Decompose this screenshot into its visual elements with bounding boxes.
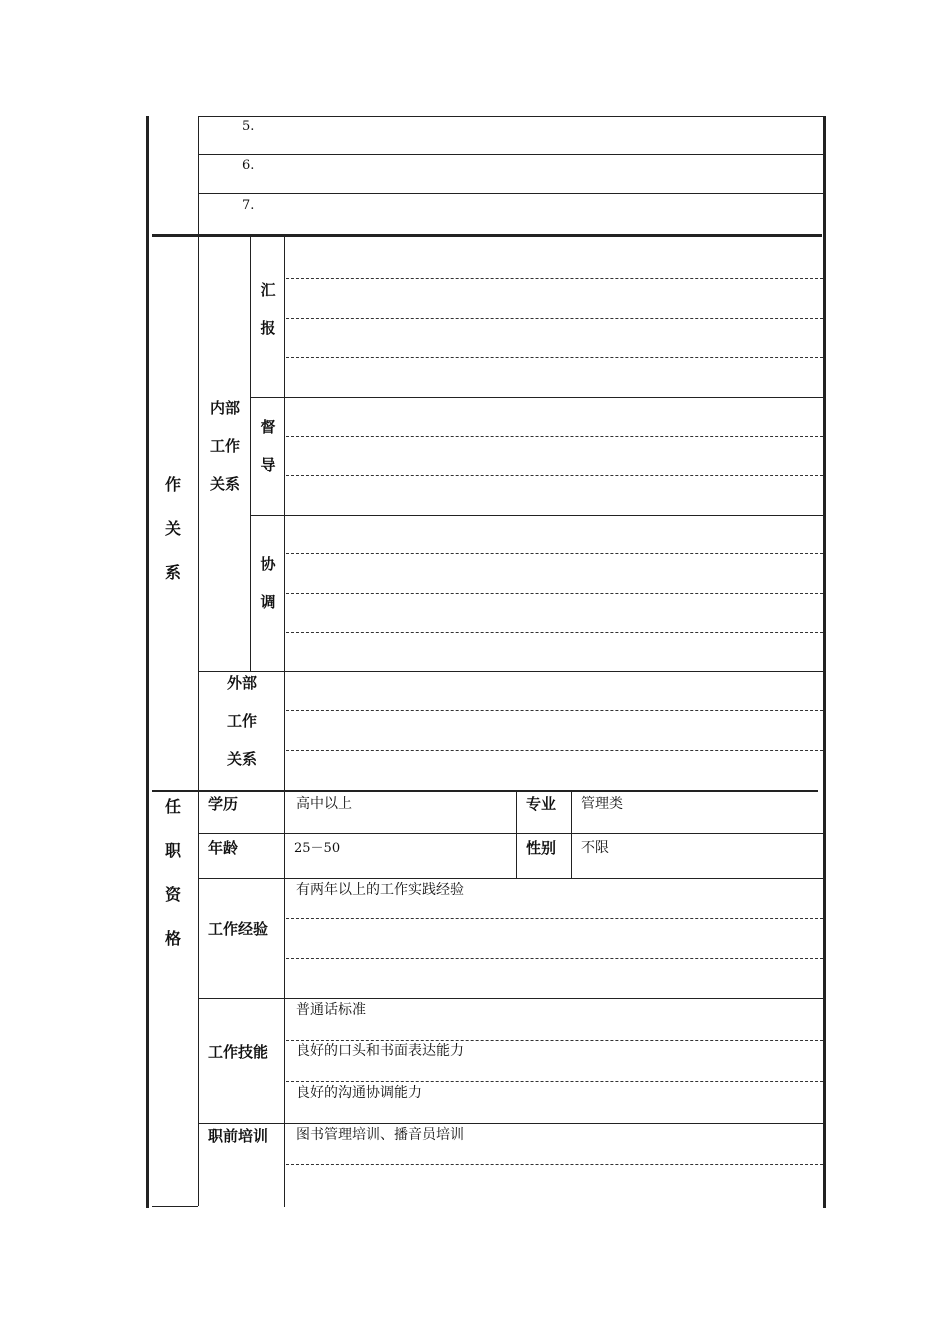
age-label: 年龄 (208, 839, 239, 857)
relations-section-title: 作 关 系 (164, 475, 181, 582)
training-value: 图书管理培训、播音员培训 (296, 1127, 464, 1143)
dashed-line (286, 1040, 823, 1041)
column-divider-1 (198, 116, 199, 1206)
training-label: 职前培训 (208, 1127, 269, 1145)
row-line (198, 878, 824, 879)
column-divider-5 (516, 791, 517, 878)
row-line (250, 515, 824, 516)
dashed-line (286, 318, 823, 319)
dashed-line (286, 710, 823, 711)
row-line (198, 671, 824, 672)
education-value: 高中以上 (296, 796, 352, 812)
gender-label: 性别 (526, 839, 557, 857)
major-value: 管理类 (581, 796, 623, 812)
list-item-7: 7. (242, 198, 255, 213)
dashed-line (286, 278, 823, 279)
experience-value: 有两年以上的工作实践经验 (296, 882, 464, 898)
bottom-line (152, 1206, 198, 1207)
row-line (198, 116, 824, 117)
qualifications-section-title: 任 职 资 格 (164, 797, 181, 948)
dashed-line (286, 436, 823, 437)
dashed-line (286, 632, 823, 633)
education-label: 学历 (208, 795, 239, 813)
external-relations-label: 外部 工作 关系 (226, 674, 257, 768)
column-divider-4 (284, 791, 285, 1207)
report-label: 汇 报 (260, 281, 276, 337)
age-value: 25－50 (294, 841, 341, 856)
coordinate-label: 协 调 (260, 555, 276, 611)
section-separator (152, 234, 822, 237)
major-label: 专业 (526, 795, 557, 813)
row-line (250, 397, 824, 398)
list-item-5: 5. (242, 119, 255, 134)
row-line (198, 998, 824, 999)
skills-label: 工作技能 (208, 1043, 269, 1061)
section-separator-2 (152, 790, 818, 792)
dashed-line (286, 750, 823, 751)
dashed-line (286, 593, 823, 594)
left-border (146, 116, 149, 1208)
dashed-line (286, 1081, 823, 1082)
dashed-line (286, 918, 823, 919)
row-line (198, 193, 824, 194)
column-divider-6 (571, 791, 572, 878)
experience-label: 工作经验 (208, 920, 269, 938)
skill-item: 良好的沟通协调能力 (296, 1085, 422, 1101)
dashed-line (286, 1164, 823, 1165)
gender-value: 不限 (581, 840, 609, 856)
skill-item: 良好的口头和书面表达能力 (296, 1043, 464, 1059)
column-divider-2 (250, 237, 251, 671)
skill-item: 普通话标准 (296, 1002, 366, 1018)
dashed-line (286, 357, 823, 358)
column-divider-3 (284, 237, 285, 791)
right-border (823, 116, 826, 1208)
internal-relations-label: 内部 工作 关系 (209, 399, 240, 493)
dashed-line (286, 958, 823, 959)
supervise-label: 督 导 (260, 418, 276, 474)
list-item-6: 6. (242, 158, 255, 173)
row-line (198, 1123, 824, 1124)
row-line (198, 833, 824, 834)
dashed-line (286, 475, 823, 476)
row-line (198, 154, 824, 155)
dashed-line (286, 553, 823, 554)
